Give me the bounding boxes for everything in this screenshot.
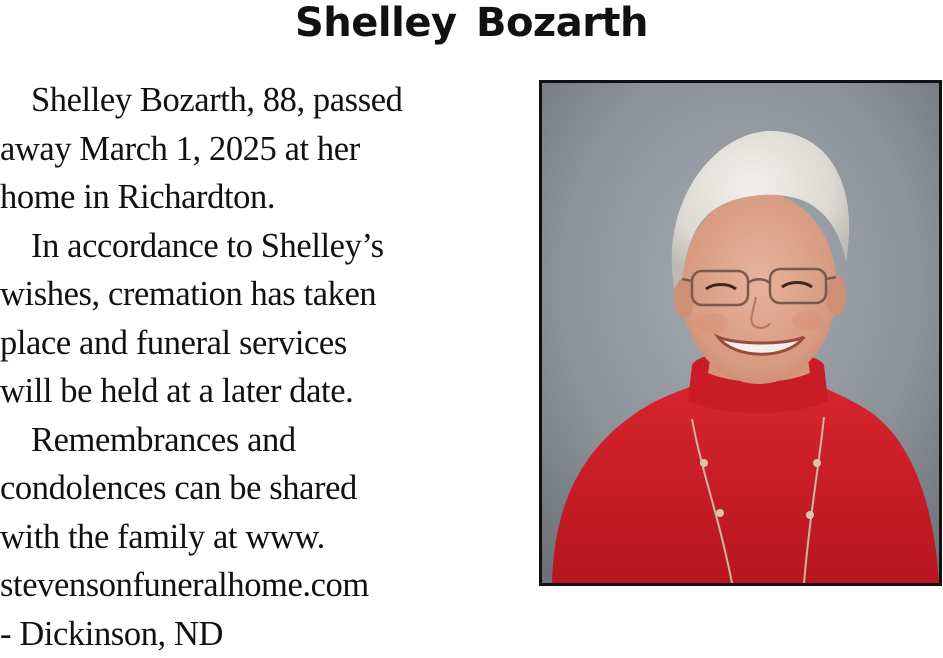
body-line: stevensonfuneralhome.com — [0, 561, 470, 610]
body-line: In accordance to Shelley’s — [0, 222, 470, 271]
portrait-illustration — [542, 83, 939, 583]
body-line: Shelley Bozarth, 88, passed — [0, 76, 470, 125]
obituary-title: Shelley Bozarth — [0, 0, 943, 48]
body-line: wishes, cremation has taken — [0, 270, 470, 319]
body-line: with the family at www. — [0, 513, 470, 562]
body-line: home in Richardton. — [0, 173, 470, 222]
body-line: place and funeral services — [0, 319, 470, 368]
body-line: away March 1, 2025 at her — [0, 125, 470, 174]
body-line: will be held at a later date. — [0, 367, 470, 416]
body-line: condolences can be shared — [0, 464, 470, 513]
right-ear — [826, 275, 846, 315]
portrait-photo — [539, 80, 942, 586]
obituary-body — [0, 76, 470, 658]
body-line: - Dickinson, ND — [0, 610, 470, 658]
body-line: Remembrances and — [0, 416, 470, 465]
